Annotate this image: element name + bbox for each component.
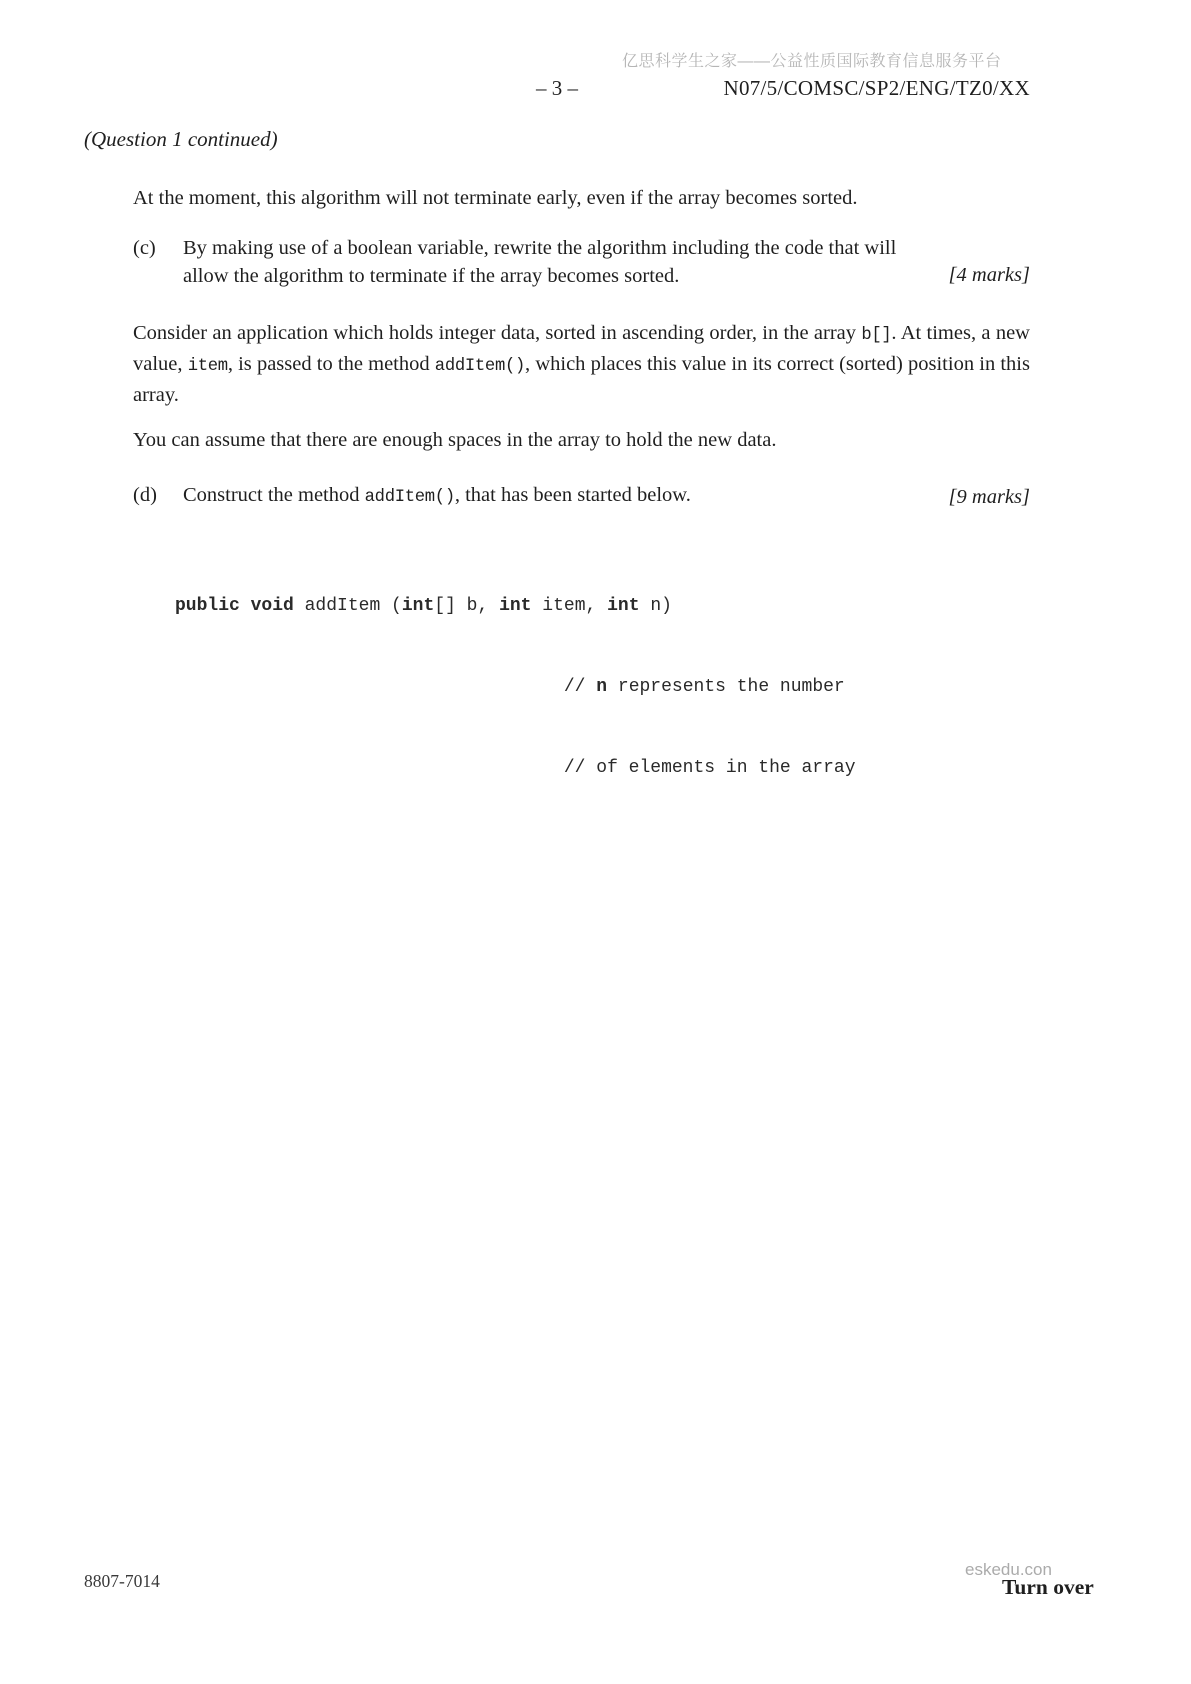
- text-segment: [] b,: [434, 596, 500, 616]
- text-segment: , is passed to the method: [227, 353, 435, 375]
- text-segment: int: [401, 596, 435, 616]
- part-d-marks: [9 marks]: [948, 486, 1030, 508]
- code-line: [175, 674, 856, 701]
- text-segment: b[]: [861, 326, 892, 345]
- text-segment: addItem (: [293, 596, 402, 616]
- turn-over-label: Turn over: [1002, 1575, 1094, 1599]
- part-c-marks: [4 marks]: [948, 264, 1030, 286]
- code-line: [175, 593, 856, 620]
- footer-watermark: eskedu.con: [965, 1560, 1052, 1579]
- text-segment: int: [607, 596, 640, 616]
- question-part-d: [133, 481, 1030, 512]
- paper-code: N07/5/COMSC/SP2/ENG/TZ0/XX: [723, 76, 1030, 100]
- text-segment: Construct the method: [183, 484, 365, 506]
- part-c-label: (c): [133, 237, 156, 259]
- question-part-c: [133, 234, 1030, 290]
- array-description-paragraph: [133, 319, 1030, 409]
- part-d-text: [183, 481, 918, 512]
- footer-document-code: 8807-7014: [84, 1571, 160, 1591]
- text-segment: . At times, a new value,: [133, 322, 1030, 375]
- header-watermark: 亿思科学生之家——公益性质国际教育信息服务平台: [622, 53, 1002, 70]
- text-segment: public void: [175, 596, 294, 616]
- part-d-label: (d): [133, 484, 157, 506]
- text-segment: //: [175, 677, 597, 697]
- text-segment: , that has been started below.: [454, 484, 691, 506]
- page-number: – 3 –: [536, 76, 578, 100]
- text-segment: // of elements in the array: [175, 758, 856, 778]
- text-segment: addItem(): [364, 488, 455, 507]
- text-segment: int: [499, 596, 532, 616]
- text-segment: addItem(): [434, 357, 526, 376]
- text-segment: By making use of a boolean variable, rewrite the algorithm including the code that will allow the algorithm to terminate if the array becomes sorted.: [183, 237, 897, 287]
- text-segment: item,: [531, 596, 608, 616]
- text-segment: n): [639, 596, 672, 616]
- text-segment: , which places this value in its correct (sorted) position in this array.: [133, 353, 1030, 406]
- part-c-text: [183, 234, 918, 290]
- text-segment: n: [596, 677, 608, 697]
- text-segment: item: [187, 357, 228, 376]
- assumption-paragraph: You can assume that there are enough spaces in the array to hold the new data.: [133, 429, 777, 451]
- intro-paragraph: At the moment, this algorithm will not terminate early, even if the array becomes sorted.: [133, 187, 858, 209]
- code-snippet: [175, 539, 856, 836]
- text-segment: Consider an application which holds integer data, sorted in ascending order, in the array: [133, 322, 862, 344]
- text-segment: represents the number: [607, 677, 845, 697]
- code-line: [175, 755, 856, 782]
- question-continuation-note: (Question 1 continued): [84, 127, 278, 151]
